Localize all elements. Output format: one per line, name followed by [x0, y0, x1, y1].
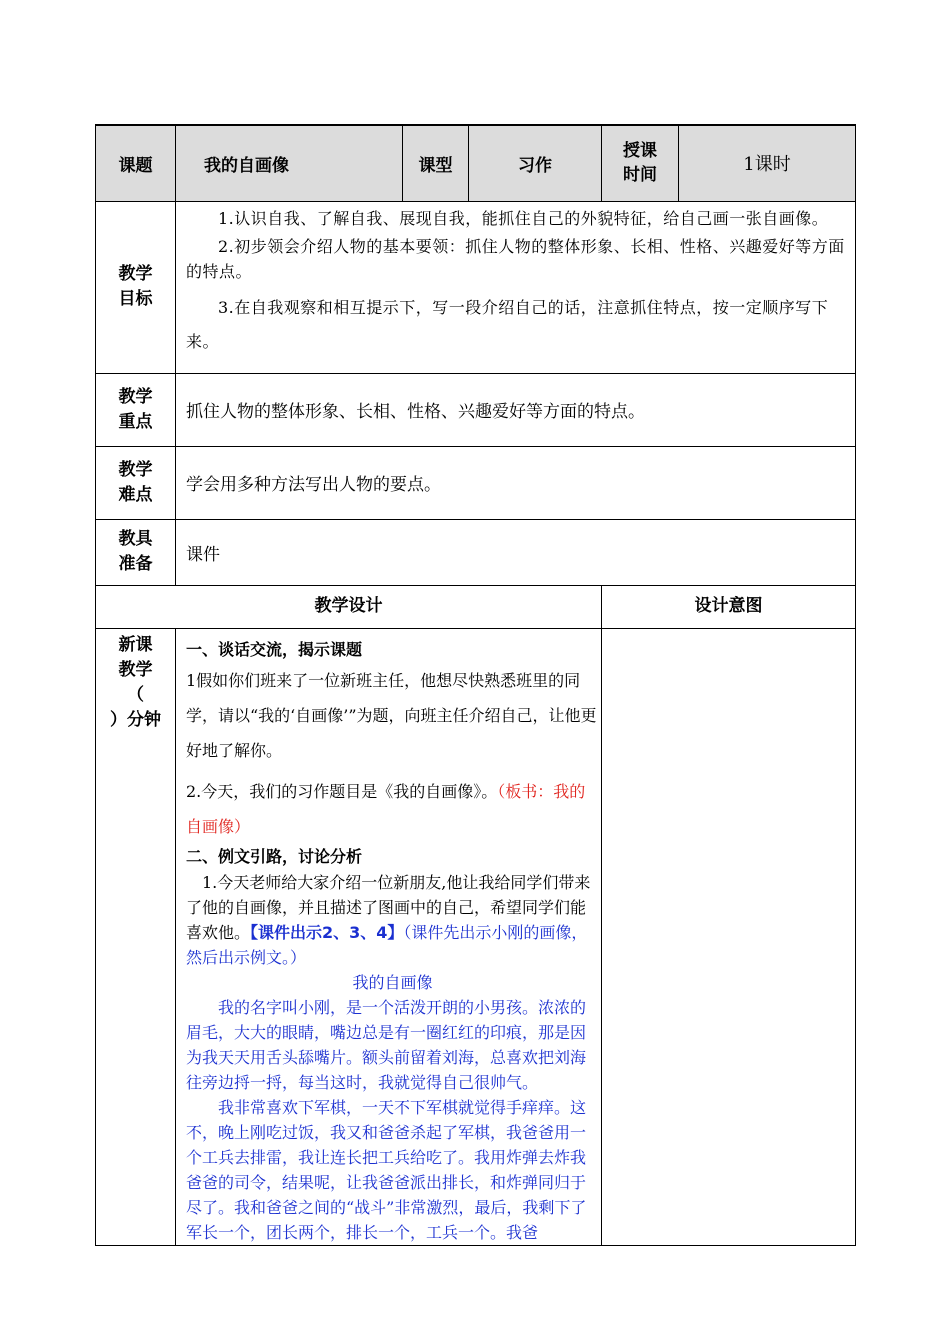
- lesson-row: [96, 628, 856, 1245]
- s2-p1-text: 1.今天老师给大家介绍一位新朋友,他让我给同学们带来了他的自画像，并且描述了图画中的自己，希望同学们能喜欢他。: [186, 872, 591, 942]
- time-value: 1课时: [679, 125, 856, 201]
- objectives-label: 教学 目标: [96, 201, 176, 373]
- objectives-content: [176, 201, 856, 373]
- lesson-plan-table: [95, 124, 856, 1246]
- tools-row: [96, 519, 856, 585]
- section1-title: 一、谈话交流，揭示课题: [186, 639, 363, 659]
- lesson-content: [176, 628, 602, 1245]
- objective-item: 3.在自我观察和相互提示下，写一段介绍自己的话，注意抓住特点，按一定顺序写下来。: [186, 297, 829, 351]
- board-note: （板书：我的自画像）: [186, 781, 586, 836]
- design-intent-cell: [602, 628, 856, 1245]
- section2-title: 二、例文引路，讨论分析: [186, 846, 363, 866]
- type-value: 习作: [469, 125, 602, 201]
- difficulties-value: 学会用多种方法写出人物的要点。: [176, 446, 856, 519]
- design-header-right: 设计意图: [602, 585, 856, 628]
- section1-paragraph: 1假如你们班来了一位新班主任，他想尽快熟悉班里的同学，请以“我的‘自画像’”为题，向班主任介绍自己，让他更好地了解你。: [186, 670, 597, 760]
- tools-label: 教具 准备: [96, 519, 176, 585]
- key-points-label: 教学 重点: [96, 373, 176, 446]
- lesson-label: 新课 教学 （ ）分钟: [96, 628, 176, 1245]
- header-row: [96, 125, 856, 201]
- design-header-row: [96, 585, 856, 628]
- difficulties-label: 教学 难点: [96, 446, 176, 519]
- key-points-row: [96, 373, 856, 446]
- section1-paragraph-2: [186, 774, 599, 844]
- objective-item: 2.初步领会介绍人物的基本要领：抓住人物的整体形象、长相、性格、兴趣爱好等方面的特点。: [186, 236, 845, 281]
- example-paragraph-2: 我非常喜欢下军棋，一天不下军棋就觉得手痒痒。这不，晚上刚吃过饭，我又和爸爸杀起了军棋，我爸爸用一个工兵去排雷，我让连长把工兵给吃了。我用炸弹去炸我爸爸的司令，结果呢，让我爸爸派出排长，和炸弹同归于尽了。我和爸爸之间的“战斗”非常激烈，最后，我剩下了军长一个，团长两个，排长一个，工兵一个。我爸: [186, 1097, 587, 1242]
- topic-label: 课题: [96, 125, 176, 201]
- key-points-value: 抓住人物的整体形象、长相、性格、兴趣爱好等方面的特点。: [176, 373, 856, 446]
- difficulties-row: [96, 446, 856, 519]
- time-label: 授课 时间: [602, 125, 679, 201]
- topic-value: 我的自画像: [176, 125, 403, 201]
- type-label: 课型: [403, 125, 469, 201]
- objective-item: 1.认识自我、了解自我、展现自我，能抓住自己的外貌特征，给自己画一张自画像。: [218, 208, 829, 228]
- courseware-note: 【课件出示2、3、4】: [250, 922, 404, 942]
- section2-paragraph: [186, 870, 599, 970]
- tools-value: 课件: [176, 519, 856, 585]
- s1-p2-text: 2.今天，我们的习作题目是《我的自画像》。: [186, 781, 498, 801]
- courseware-detail: （课件先出示小刚的画像，然后出示例文。）: [186, 922, 588, 967]
- example-paragraph-1: 我的名字叫小刚，是一个活泼开朗的小男孩。浓浓的眉毛，大大的眼睛，嘴边总是有一圈红红的印痕，那是因为我天天用舌头舔嘴片。额头前留着刘海，总喜欢把刘海往旁边捋一捋，每当这时，我就觉得自己很帅气。: [186, 997, 587, 1092]
- example-title: 我的自画像: [352, 972, 433, 992]
- lesson-plan-sheet: [95, 124, 855, 1246]
- design-header-left: 教学设计: [96, 585, 602, 628]
- objectives-row: [96, 201, 856, 373]
